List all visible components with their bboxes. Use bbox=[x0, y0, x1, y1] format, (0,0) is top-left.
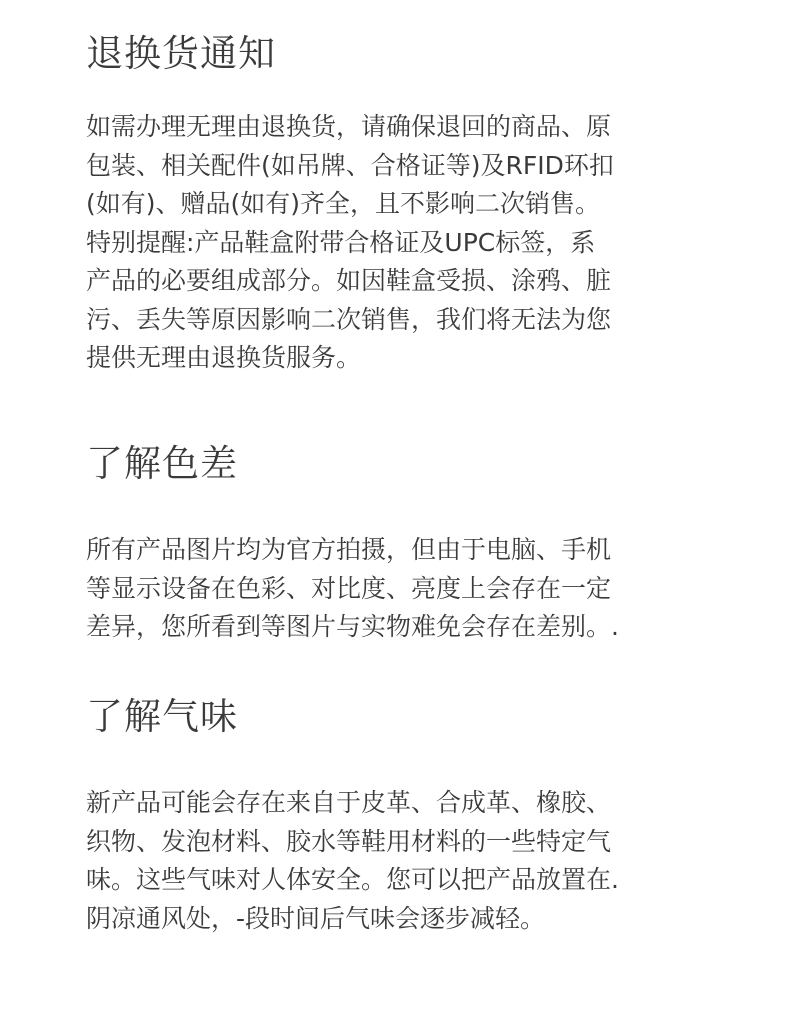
body-line: 污、丢失等原因影响二次销售，我们将无法为您 bbox=[86, 304, 612, 334]
body-line: 所有产品图片均为官方拍摄，但由于电脑、手机 bbox=[86, 535, 612, 564]
section-title-return-exchange: 退换货通知 bbox=[86, 32, 276, 75]
return-exchange-body bbox=[86, 108, 686, 378]
smell-section bbox=[86, 693, 686, 938]
body-line: 新产品可能会存在来自于皮革、合成革、橡胶、 bbox=[86, 788, 612, 817]
body-line: 味。这些气味对人体安全。您可以把产品放置在. bbox=[86, 865, 619, 894]
section-title-color-difference: 了解色差 bbox=[86, 442, 238, 485]
smell-body bbox=[86, 784, 686, 938]
body-line: 特别提醒:产品鞋盒附带合格证及UPC标签，系 bbox=[86, 227, 596, 257]
color-difference-body bbox=[86, 531, 686, 647]
section-title-smell: 了解气味 bbox=[86, 695, 238, 738]
body-line: 差异，您所看到等图片与实物难免会存在差别。. bbox=[86, 612, 619, 641]
color-difference-section bbox=[86, 440, 686, 647]
body-line: 产品的必要组成部分。如因鞋盒受损、涂鸦、脏 bbox=[86, 266, 612, 295]
body-line: 等显示设备在色彩、对比度、亮度上会存在一定 bbox=[86, 573, 612, 603]
body-line: 提供无理由退换货服务。 bbox=[86, 343, 362, 372]
body-line: 包装、相关配件(如吊牌、合格证等)及RFID环扣 bbox=[86, 150, 614, 180]
body-line: (如有)、赠品(如有)齐全，且不影响二次销售。 bbox=[86, 189, 601, 218]
body-line: 织物、发泡材料、胶水等鞋用材料的一些特定气 bbox=[86, 826, 612, 856]
return-exchange-notice-section bbox=[86, 30, 686, 378]
body-line: 如需办理无理由退换货，请确保退回的商品、原 bbox=[86, 112, 612, 141]
body-line: 阴凉通风处，-段时间后气味会逐步减轻。 bbox=[86, 903, 546, 933]
